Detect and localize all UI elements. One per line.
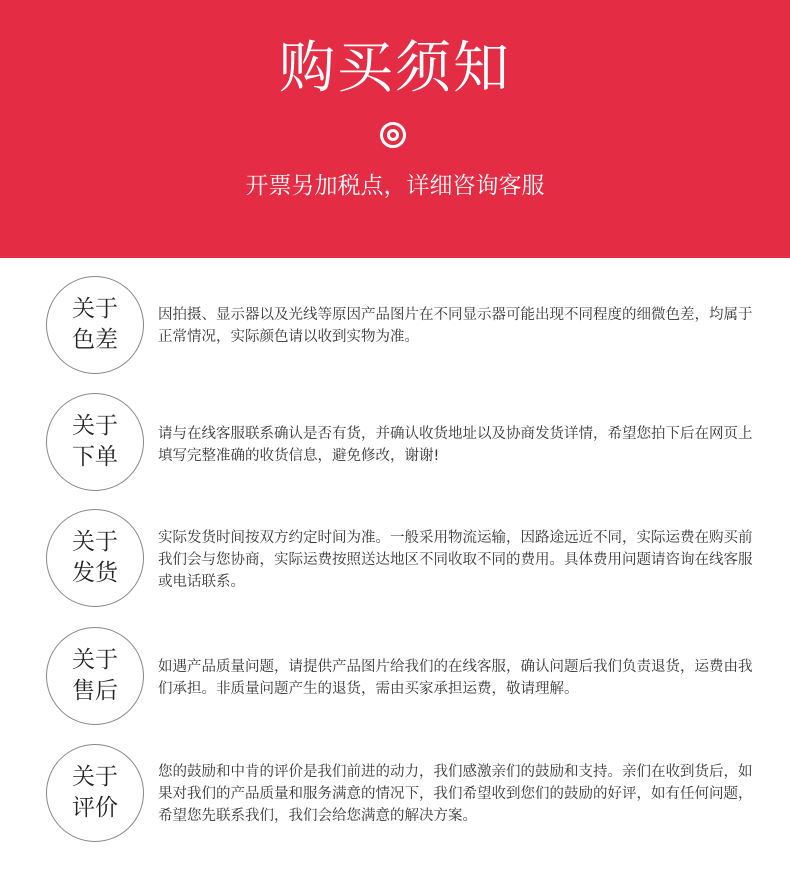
header-banner <box>0 0 790 258</box>
notice-text: 实际发货时间按双方约定时间为准。一般采用物流运输，因路途远近不同，实际运费在购买前我们会与您协商，实际运费按照送达地区不同收取不同的费用。具体费用问题请咨询在线客服或电话联系。 <box>158 530 753 590</box>
subtitle: 开票另加税点，详细咨询客服 <box>245 173 545 199</box>
notice-text: 请与在线客服联系确认是否有货，并确认收货地址以及协商发货详情，希望您拍下后在网页上填写完整准确的收货信息，避免修改，谢谢! <box>158 426 753 464</box>
section-badge <box>46 509 144 607</box>
badge-line2: 评价 <box>72 795 118 821</box>
page-title: 购买须知 <box>279 36 511 101</box>
badge-line2: 色差 <box>72 327 118 353</box>
notice-shipping <box>0 509 790 609</box>
section-badge <box>46 744 144 842</box>
badge-line1: 关于 <box>72 296 118 322</box>
target-icon <box>380 122 406 148</box>
badge-line1: 关于 <box>72 529 118 555</box>
notice-review <box>0 744 790 844</box>
badge-line1: 关于 <box>72 647 118 673</box>
badge-line2: 售后 <box>72 678 118 704</box>
notice-text: 如遇产品质量问题，请提供产品图片给我们的在线客服，确认问题后我们负责退货，运费由我们承担。非质量问题产生的退货，需由买家承担运费，敬请理解。 <box>158 659 753 697</box>
notice-order <box>0 393 790 493</box>
section-badge <box>46 393 144 491</box>
section-badge <box>46 276 144 374</box>
badge-line2: 下单 <box>72 444 118 470</box>
badge-line1: 关于 <box>72 413 118 439</box>
badge-line1: 关于 <box>72 764 118 790</box>
section-badge <box>46 627 144 725</box>
notice-color-difference <box>0 276 790 376</box>
badge-line2: 发货 <box>72 560 118 586</box>
notice-text: 因拍摄、显示器以及光线等原因产品图片在不同显示器可能出现不同程度的细微色差，均属于正常情况，实际颜色请以收到实物为准。 <box>158 307 753 345</box>
notice-text: 您的鼓励和中肯的评价是我们前进的动力，我们感激亲们的鼓励和支持。亲们在收到货后，如果对我们的产品质量和服务满意的情况下，我们希望收到您们的鼓励的好评，如有任何问题，希望您先联系我们，我们会给您满意的解决方案。 <box>158 764 753 824</box>
notice-after-sales <box>0 627 790 727</box>
